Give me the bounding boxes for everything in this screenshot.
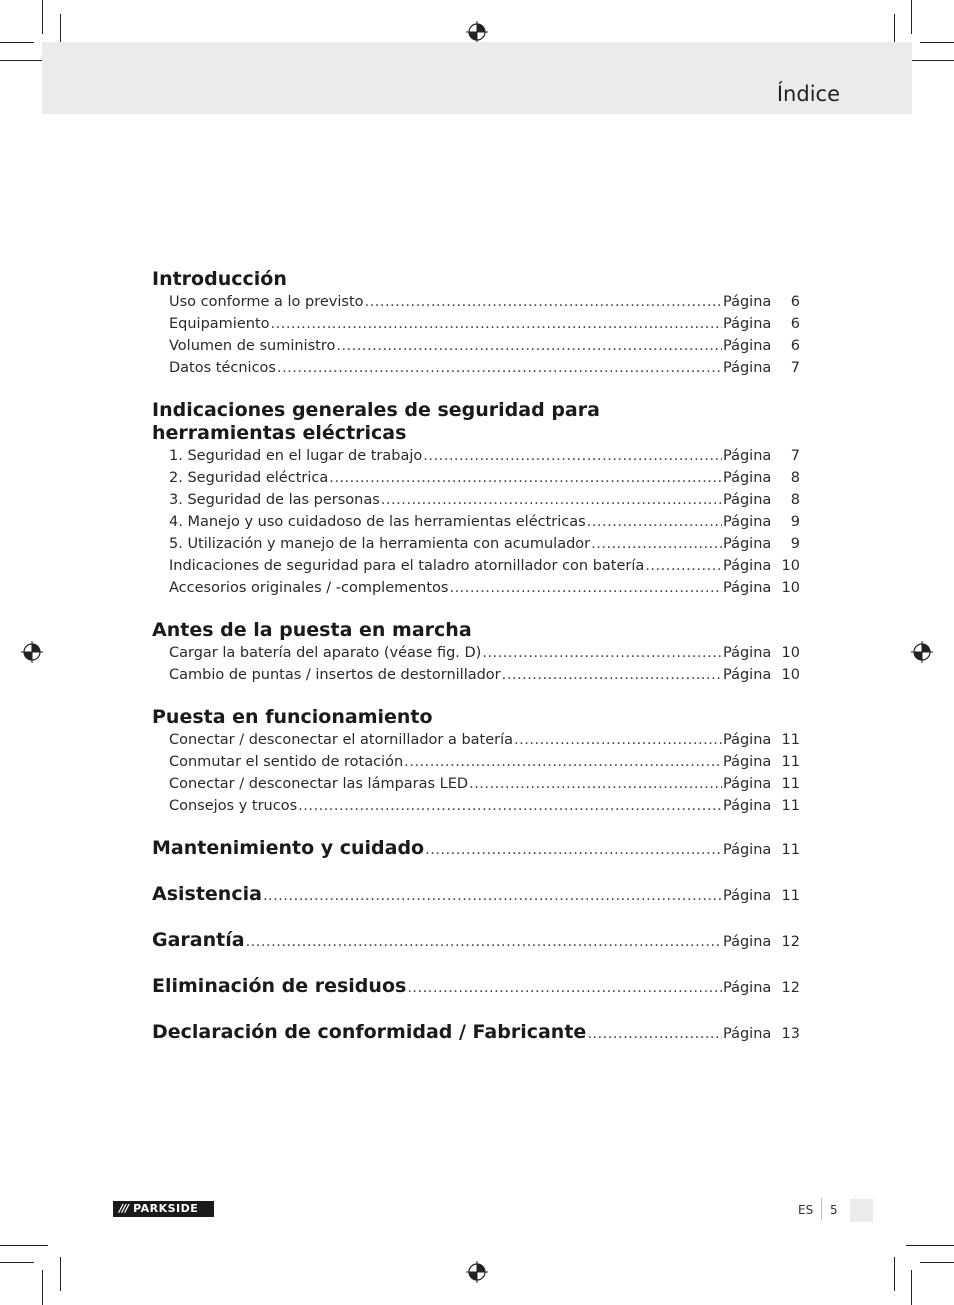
page-word: Página xyxy=(723,1026,772,1042)
crop-mark xyxy=(920,42,954,43)
toc-entry[interactable] xyxy=(152,511,800,533)
page-word: Página xyxy=(723,514,772,530)
dot-leader xyxy=(271,313,723,335)
page-word: Página xyxy=(723,980,772,996)
toc-section xyxy=(152,399,800,599)
section-heading: Indicaciones generales de seguridad para xyxy=(152,399,600,421)
page-word: Página xyxy=(723,360,772,376)
section-heading: Introducción xyxy=(152,268,287,290)
page-title: Índice xyxy=(776,82,840,106)
dot-leader xyxy=(407,966,722,1010)
page-word: Página xyxy=(723,580,772,596)
crop-mark xyxy=(42,1270,43,1305)
page-number-footer: 5 xyxy=(830,1203,838,1217)
language-code: ES xyxy=(798,1203,814,1217)
page-word: Página xyxy=(723,798,772,814)
dot-leader xyxy=(482,642,722,664)
toc-section xyxy=(152,619,800,686)
toc-entry[interactable] xyxy=(152,642,800,664)
dot-leader xyxy=(246,920,722,964)
main-entry-label: Mantenimiento y cuidado xyxy=(152,837,425,859)
main-entry-label: Asistencia xyxy=(152,883,262,905)
toc-main-entry[interactable] xyxy=(152,1010,800,1056)
main-entry-label: Eliminación de residuos xyxy=(152,975,407,997)
page-word: Página xyxy=(723,732,772,748)
dot-leader xyxy=(425,828,722,872)
page-number: 11 xyxy=(781,732,800,748)
page-number: 10 xyxy=(781,645,800,661)
crop-mark xyxy=(42,0,43,34)
dot-leader xyxy=(329,467,722,489)
dot-leader xyxy=(277,357,722,379)
dot-leader xyxy=(514,729,722,751)
toc-section xyxy=(152,706,800,817)
page-number: 8 xyxy=(790,492,800,508)
entry-label: Volumen de suministro xyxy=(169,338,336,354)
page-word: Página xyxy=(723,316,772,332)
toc-entry[interactable] xyxy=(152,795,800,817)
table-of-contents xyxy=(152,268,800,1056)
toc-section xyxy=(152,268,800,379)
toc-entry[interactable] xyxy=(152,577,800,599)
crop-mark xyxy=(911,0,912,34)
page-word: Página xyxy=(723,536,772,552)
page-number: 11 xyxy=(781,888,800,904)
entry-label: 4. Manejo y uso cuidadoso de las herramientas eléctricas xyxy=(169,514,586,530)
page-number: 11 xyxy=(781,754,800,770)
toc-entry[interactable] xyxy=(152,357,800,379)
page-number: 8 xyxy=(790,470,800,486)
page-word: Página xyxy=(723,645,772,661)
footer-divider xyxy=(821,1198,822,1220)
crop-mark xyxy=(0,1245,48,1246)
page-number: 6 xyxy=(790,294,800,310)
toc-entry[interactable] xyxy=(152,729,800,751)
page-word: Página xyxy=(723,558,772,574)
page-word: Página xyxy=(723,492,772,508)
entry-label: Cargar la batería del aparato (véase fig. D) xyxy=(169,645,482,661)
logo-brand: PARKSIDE xyxy=(133,1202,199,1215)
page-word: Página xyxy=(723,667,772,683)
page-number: 11 xyxy=(781,776,800,792)
page-word: Página xyxy=(723,338,772,354)
section-heading-line2: herramientas eléctricas xyxy=(152,422,407,444)
dot-leader xyxy=(365,291,722,313)
dot-leader xyxy=(381,489,722,511)
page-number: 10 xyxy=(781,558,800,574)
page-word: Página xyxy=(723,448,772,464)
page-word: Página xyxy=(723,934,772,950)
dot-leader xyxy=(591,533,722,555)
toc-entry[interactable] xyxy=(152,313,800,335)
dot-leader xyxy=(502,664,722,686)
entry-label: Consejos y trucos xyxy=(169,798,298,814)
crop-mark xyxy=(906,1245,954,1246)
page-number: 6 xyxy=(790,338,800,354)
page-number: 9 xyxy=(790,514,800,530)
toc-main-entry[interactable] xyxy=(152,918,800,964)
entry-label: Cambio de puntas / insertos de destornillador xyxy=(169,667,501,683)
entry-label: Datos técnicos xyxy=(169,360,276,376)
page-number: 10 xyxy=(781,580,800,596)
toc-entry[interactable] xyxy=(152,555,800,577)
crop-mark xyxy=(911,1270,912,1305)
entry-label: Uso conforme a lo previsto xyxy=(169,294,364,310)
page-number: 11 xyxy=(781,842,800,858)
crop-mark xyxy=(0,1262,34,1263)
page-word: Página xyxy=(723,776,772,792)
page-number: 13 xyxy=(781,1026,800,1042)
logo-slashes: /// xyxy=(119,1202,129,1215)
dot-leader xyxy=(423,445,722,467)
page-word: Página xyxy=(723,294,772,310)
entry-label: Conectar / desconectar el atornillador a batería xyxy=(169,732,514,748)
page-number: 6 xyxy=(790,316,800,332)
toc-main-entry[interactable] xyxy=(152,964,800,1010)
page-number: 12 xyxy=(781,934,800,950)
toc-entry[interactable] xyxy=(152,467,800,489)
main-entry-label: Declaración de conformidad / Fabricante xyxy=(152,1021,587,1043)
page-word: Página xyxy=(723,888,772,904)
crop-mark xyxy=(0,42,34,43)
dot-leader xyxy=(449,577,722,599)
footer-tab xyxy=(850,1199,873,1222)
toc-entry[interactable] xyxy=(152,335,800,357)
registration-mark-icon xyxy=(21,641,43,663)
page-number: 7 xyxy=(790,448,800,464)
entry-label: Conectar / desconectar las lámparas LED xyxy=(169,776,469,792)
registration-mark-icon xyxy=(911,641,933,663)
section-heading: Puesta en funcionamiento xyxy=(152,706,433,728)
entry-label: 2. Seguridad eléctrica xyxy=(169,470,329,486)
entry-label: 3. Seguridad de las personas xyxy=(169,492,380,508)
page-number: 9 xyxy=(790,536,800,552)
crop-mark xyxy=(894,1257,895,1291)
toc-main-entry[interactable] xyxy=(152,872,800,918)
crop-mark xyxy=(920,1262,954,1263)
page-word: Página xyxy=(723,754,772,770)
toc-entry[interactable] xyxy=(152,489,800,511)
section-heading: Antes de la puesta en marcha xyxy=(152,619,472,641)
entry-label: Equipamiento xyxy=(169,316,270,332)
dot-leader xyxy=(404,751,722,773)
entry-label: Accesorios originales / -complementos xyxy=(169,580,449,596)
dot-leader xyxy=(469,773,722,795)
toc-entry[interactable] xyxy=(152,773,800,795)
toc-entry[interactable] xyxy=(152,664,800,686)
toc-entry[interactable] xyxy=(152,751,800,773)
crop-mark xyxy=(906,60,954,61)
dot-leader xyxy=(336,335,722,357)
toc-entry[interactable] xyxy=(152,445,800,467)
entry-label: Indicaciones de seguridad para el taladro atornillador con batería xyxy=(169,558,645,574)
entry-label: 1. Seguridad en el lugar de trabajo xyxy=(169,448,423,464)
page-number: 11 xyxy=(781,798,800,814)
toc-entry[interactable] xyxy=(152,291,800,313)
dot-leader xyxy=(645,555,722,577)
entry-label: Conmutar el sentido de rotación xyxy=(169,754,404,770)
page-number: 12 xyxy=(781,980,800,996)
registration-mark-icon xyxy=(466,21,488,43)
dot-leader xyxy=(587,511,722,533)
page-word: Página xyxy=(723,842,772,858)
page-word: Página xyxy=(723,470,772,486)
dot-leader xyxy=(587,1012,722,1056)
page-number: 7 xyxy=(790,360,800,376)
dot-leader xyxy=(263,874,722,918)
page-number: 10 xyxy=(781,667,800,683)
main-entry-label: Garantía xyxy=(152,929,245,951)
parkside-logo xyxy=(113,1201,214,1217)
crop-mark xyxy=(0,60,48,61)
toc-entry[interactable] xyxy=(152,533,800,555)
crop-mark xyxy=(60,1257,61,1291)
registration-mark-icon xyxy=(466,1261,488,1283)
entry-label: 5. Utilización y manejo de la herramienta con acumulador xyxy=(169,536,591,552)
toc-main-entry[interactable] xyxy=(152,826,800,872)
dot-leader xyxy=(298,795,722,817)
